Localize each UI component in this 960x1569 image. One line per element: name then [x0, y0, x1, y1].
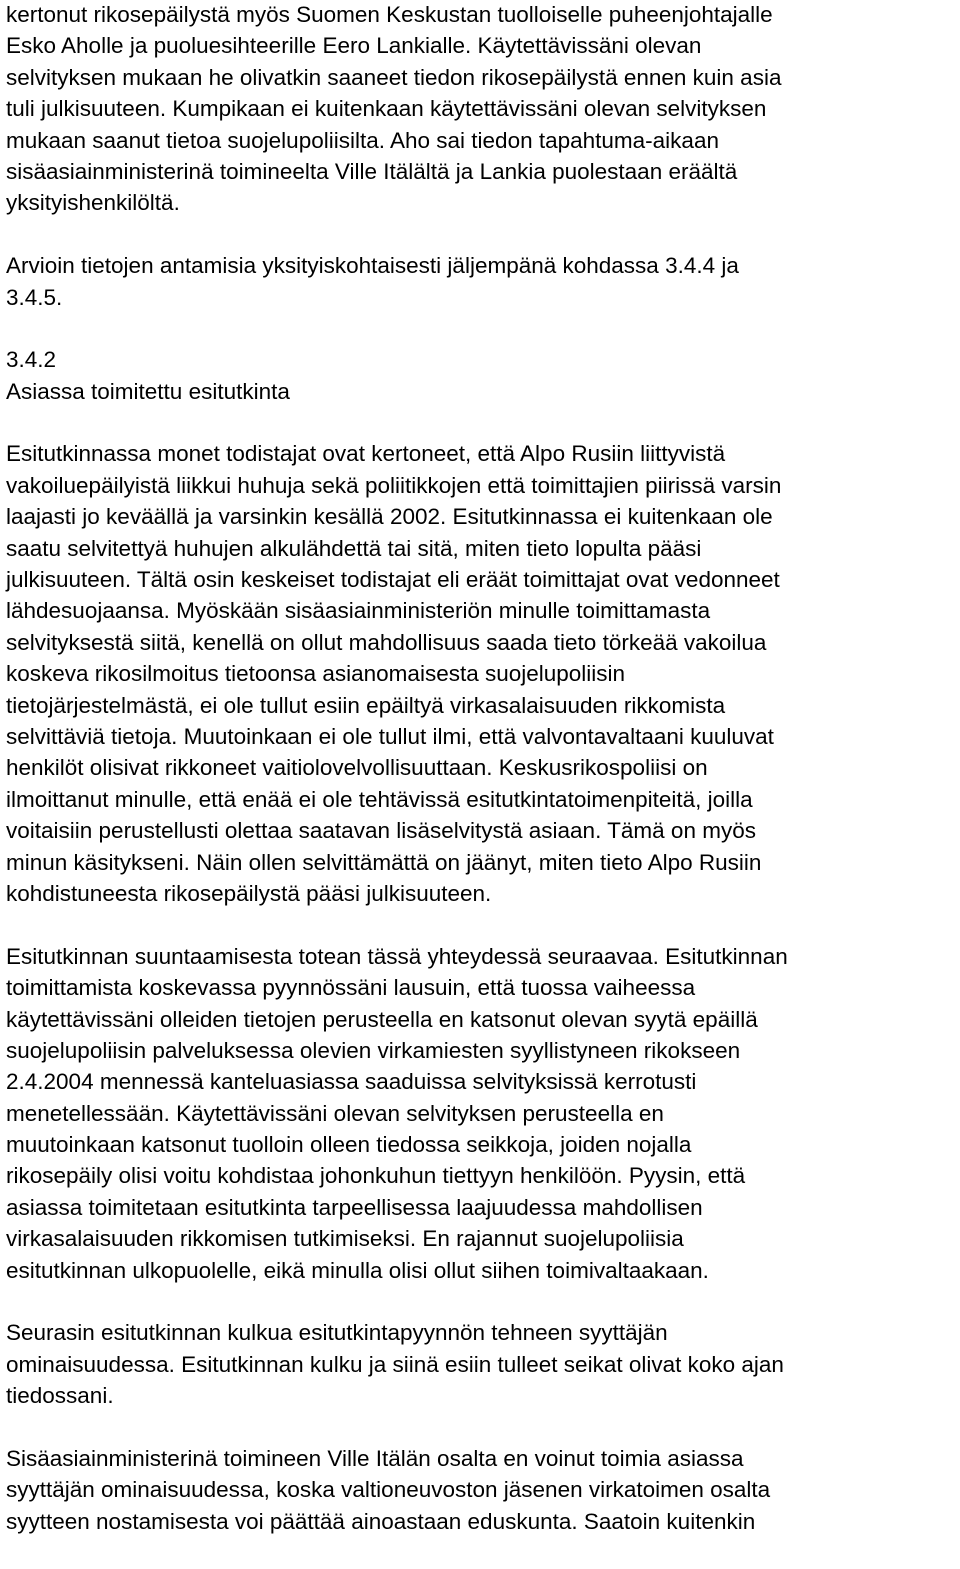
- text-line: suojelupoliisin palveluksessa olevien virkamiesten syyllistyneen rikokseen: [6, 1037, 741, 1063]
- text-line: Arvioin tietojen antamisia yksityiskohtaisesti jäljempänä kohdassa 3.4.4 ja: [6, 253, 739, 279]
- text-line: rikosepäily olisi voitu kohdistaa johonkuhun tiettyyn henkilöön. Pyysin, että: [6, 1163, 746, 1189]
- paragraph-6: [6, 1317, 956, 1411]
- paragraph-2: [6, 250, 956, 313]
- text-line: esitutkinnan ulkopuolelle, eikä minulla olisi ollut siihen toimivaltaakaan.: [6, 1257, 709, 1283]
- text-line: julkisuuteen. Tältä osin keskeiset todistajat eli eräät toimittajat ovat vedonneet: [6, 567, 780, 593]
- text-line: muutoinkaan katsonut tuolloin olleen tiedossa seikkoja, joiden nojalla: [6, 1132, 692, 1158]
- section-number: 3.4.2: [6, 347, 57, 373]
- paragraph-1: [6, 0, 956, 219]
- text-line: Sisäasiainministerinä toimineen Ville Itälän osalta en voinut toimia asiassa: [6, 1445, 744, 1471]
- text-line: asiassa toimitetaan esitutkinta tarpeellisessa laajuudessa mahdollisen: [6, 1194, 703, 1220]
- text-line: saatu selvitettyä huhujen alkulähdettä tai sitä, miten tieto lopulta pääsi: [6, 535, 702, 561]
- document-page: [6, 0, 956, 1569]
- text-line: Esitutkinnassa monet todistajat ovat kertoneet, että Alpo Rusiin liittyvistä: [6, 441, 726, 467]
- text-line: toimittamista koskevassa pyynnössäni lausuin, että tuossa vaiheessa: [6, 975, 696, 1001]
- text-line: ominaisuudessa. Esitutkinnan kulku ja siinä esiin tulleet seikat olivat koko ajan: [6, 1351, 784, 1377]
- text-line: laajasti jo keväällä ja varsinkin kesällä 2002. Esitutkinnassa ei kuitenkaan ole: [6, 504, 773, 530]
- paragraph-7: [6, 1443, 956, 1537]
- text-line: lähdesuojaansa. Myöskään sisäasiainministeriön minulle toimittamasta: [6, 598, 711, 624]
- paragraph-4: [6, 438, 956, 909]
- text-line: kohdistuneesta rikosepäilystä pääsi julkisuuteen.: [6, 880, 492, 906]
- text-line: menetellessään. Käytettävissäni olevan selvityksen perusteella en: [6, 1100, 664, 1126]
- text-line: selvityksestä siitä, kenellä on ollut mahdollisuus saada tieto törkeää vakoilua: [6, 629, 767, 655]
- text-line: henkilöt olisivat rikkoneet vaitiolovelvollisuuttaan. Keskusrikospoliisi on: [6, 755, 708, 781]
- text-line: 3.4.5.: [6, 284, 63, 310]
- text-line: tiedossani.: [6, 1383, 114, 1409]
- text-line: syyttäjän ominaisuudessa, koska valtioneuvoston jäsenen virkatoimen osalta: [6, 1477, 771, 1503]
- section-title: Asiassa toimitettu esitutkinta: [6, 378, 290, 404]
- text-line: mukaan saanut tietoa suojelupoliisilta. Aho sai tiedon tapahtuma-aikaan: [6, 127, 719, 153]
- text-line: kertonut rikosepäilystä myös Suomen Keskustan tuolloiselle puheenjohtajalle: [6, 2, 773, 27]
- text-line: tuli julkisuuteen. Kumpikaan ei kuitenkaan käytettävissäni olevan selvityksen: [6, 96, 767, 122]
- text-line: yksityishenkilöltä.: [6, 190, 180, 216]
- text-line: Seurasin esitutkinnan kulkua esitutkintapyynnön tehneen syyttäjän: [6, 1320, 668, 1346]
- paragraph-5: [6, 941, 956, 1286]
- text-line: Esko Aholle ja puoluesihteerille Eero Lankialle. Käytettävissäni olevan: [6, 33, 702, 59]
- text-line: 2.4.2004 mennessä kanteluasiassa saaduissa selvityksissä kerrotusti: [6, 1069, 697, 1095]
- text-line: syytteen nostamisesta voi päättää ainoastaan eduskunta. Saatoin kuitenkin: [6, 1508, 756, 1534]
- text-line: tietojärjestelmästä, ei ole tullut esiin epäiltyä virkasalaisuuden rikkomista: [6, 692, 726, 718]
- text-line: Esitutkinnan suuntaamisesta totean tässä yhteydessä seuraavaa. Esitutkinnan: [6, 943, 788, 969]
- text-line: ilmoittanut minulle, että enää ei ole tehtävissä esitutkintatoimenpiteitä, joilla: [6, 786, 753, 812]
- text-line: sisäasiainministerinä toimineelta Ville Itälältä ja Lankia puolestaan eräältä: [6, 158, 738, 184]
- section-heading-3-4-2: [6, 344, 956, 407]
- text-line: minun käsitykseni. Näin ollen selvittämättä on jäänyt, miten tieto Alpo Rusiin: [6, 849, 762, 875]
- text-line: selvityksen mukaan he olivatkin saaneet tiedon rikosepäilystä ennen kuin asia: [6, 64, 782, 90]
- text-line: vakoiluepäilyistä liikkui huhuja sekä poliitikkojen että toimittajien piirissä varsin: [6, 472, 782, 498]
- text-line: koskeva rikosilmoitus tietoonsa asianomaisesta suojelupoliisin: [6, 661, 626, 687]
- text-line: käytettävissäni olleiden tietojen perusteella en katsonut olevan syytä epäillä: [6, 1006, 758, 1032]
- text-line: voitaisiin perustellusti olettaa saatavan lisäselvitystä asiaan. Tämä on myös: [6, 818, 756, 844]
- text-line: selvittäviä tietoja. Muutoinkaan ei ole tullut ilmi, että valvontavaltaani kuuluvat: [6, 723, 774, 749]
- text-line: virkasalaisuuden rikkomisen tutkimiseksi. En rajannut suojelupoliisia: [6, 1226, 684, 1252]
